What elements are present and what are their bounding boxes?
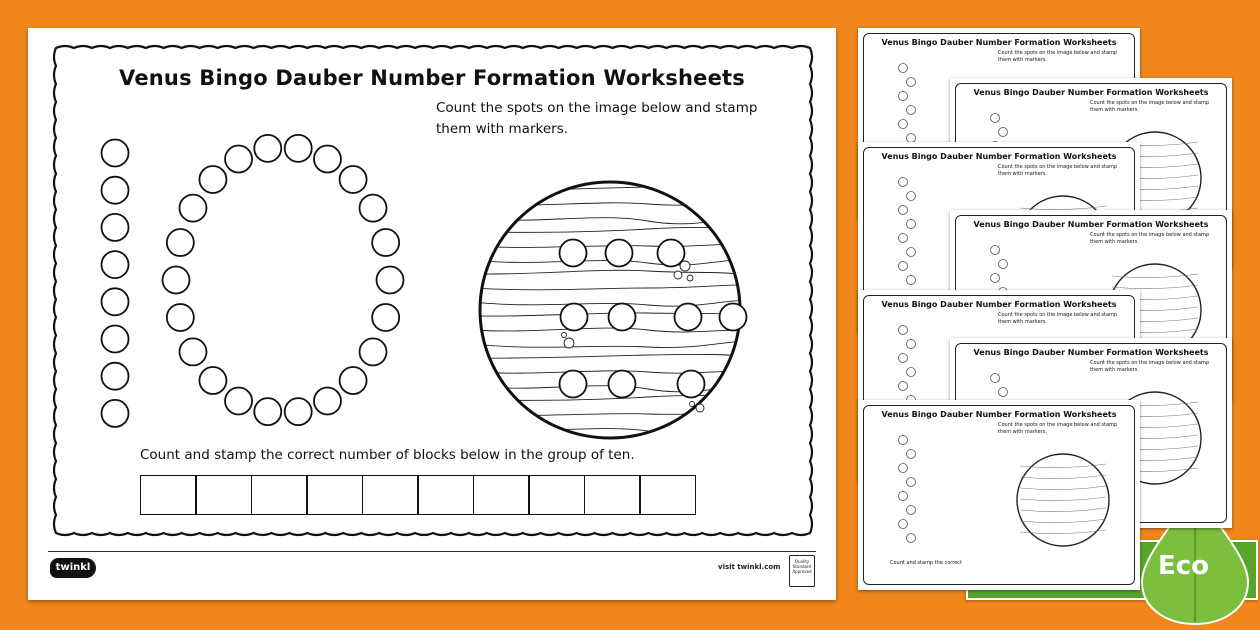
planet-spot (658, 240, 685, 267)
ten-frame-block (528, 475, 585, 515)
planet-crater (564, 338, 574, 348)
thumbnail-dot (899, 120, 908, 129)
footer-url: visit twinkl.com (718, 563, 781, 571)
planet-band-line (478, 285, 753, 290)
thumbnail-title: Venus Bingo Dauber Number Formation Worksheets (973, 220, 1209, 229)
planet-spot (609, 304, 636, 331)
thumbnail-dot (999, 128, 1008, 137)
digit-zero-dot (254, 398, 281, 425)
digit-zero-dot (199, 166, 226, 193)
digit-zero-dot (285, 398, 312, 425)
planet-band-line (478, 270, 753, 277)
digit-one-dot (102, 288, 129, 315)
thumbnail-title: Venus Bingo Dauber Number Formation Worksheets (881, 410, 1117, 419)
digit-zero-dot (340, 166, 367, 193)
worksheet-thumbnail[interactable] (858, 400, 1140, 590)
planet-band-line (478, 186, 753, 190)
thumbnail-dot (907, 192, 916, 201)
planet-band-line (478, 354, 753, 358)
planet-spot (560, 240, 587, 267)
thumbnail-dot (907, 478, 916, 487)
thumbnail-graphics (858, 400, 1140, 590)
digit-one-dot (102, 400, 129, 427)
worksheet-title: Venus Bingo Dauber Number Formation Worksheets (119, 66, 745, 90)
digit-one-dot (102, 326, 129, 353)
digit-zero-dot (377, 267, 404, 294)
thumbnail-dot (907, 450, 916, 459)
blocks-instruction: Count and stamp the correct number of blocks below in the group of ten. (140, 447, 635, 463)
ten-frame-block (584, 475, 641, 515)
thumbnail-dot (899, 326, 908, 335)
footer-divider (48, 551, 816, 552)
digit-zero-dot (340, 367, 367, 394)
thumbnail-dot (899, 206, 908, 215)
thumbnail-dot (899, 382, 908, 391)
main-worksheet (28, 28, 836, 600)
thumbnail-instruction: Count the spots on the image below and stamp them with markers. (998, 422, 1118, 435)
digit-zero-dot (360, 195, 387, 222)
ten-frame-block (195, 475, 252, 515)
thumbnail-title: Venus Bingo Dauber Number Formation Worksheets (973, 88, 1209, 97)
planet-crater (674, 271, 682, 279)
planet-spot (678, 371, 705, 398)
ten-frame-block (473, 475, 530, 515)
thumbnail-dot (907, 220, 916, 229)
thumbnail-dot (899, 520, 908, 529)
thumbnail-title: Venus Bingo Dauber Number Formation Worksheets (973, 348, 1209, 357)
eco-label: Eco (1158, 551, 1210, 581)
digit-zero-dot (285, 135, 312, 162)
thumbnail-dot (899, 492, 908, 501)
digit-zero-dot (314, 146, 341, 173)
thumbnail-title: Venus Bingo Dauber Number Formation Worksheets (881, 152, 1117, 161)
thumbnail-dot (907, 340, 916, 349)
thumbnail-instruction: Count the spots on the image below and stamp them with markers. (998, 312, 1118, 325)
thumbnail-instruction: Count the spots on the image below and stamp them with markers. (998, 50, 1118, 63)
ten-frame-block (362, 475, 419, 515)
thumbnail-dot (899, 234, 908, 243)
planet-crater (562, 333, 567, 338)
thumbnail-dot (907, 106, 916, 115)
thumbnail-dot (991, 274, 1000, 283)
digit-one-dot (102, 177, 129, 204)
digit-one-dot (102, 251, 129, 278)
planet-spot (609, 371, 636, 398)
planet-band-line (478, 203, 753, 205)
thumbnail-dot (907, 248, 916, 257)
thumbnail-dot (899, 262, 908, 271)
thumbnail-dot (907, 78, 916, 87)
ten-frame-block (417, 475, 474, 515)
planet-crater (687, 275, 693, 281)
thumbnail-dot (907, 506, 916, 515)
planet-spot (720, 304, 747, 331)
thumbnail-dot (999, 260, 1008, 269)
thumbnail-dot (899, 436, 908, 445)
thumbnail-title: Venus Bingo Dauber Number Formation Worksheets (881, 38, 1117, 47)
planet-spot (561, 304, 588, 331)
digit-zero-dot (199, 367, 226, 394)
planet-spot (675, 304, 702, 331)
quality-badge: Quality Standard Approved (789, 555, 815, 587)
digit-zero-dot (167, 304, 194, 331)
thumbnail-dot (899, 64, 908, 73)
digit-one-dot (102, 363, 129, 390)
thumbnail-title: Venus Bingo Dauber Number Formation Worksheets (881, 300, 1117, 309)
ten-frame-blocks (141, 475, 696, 515)
digit-zero-dot (372, 229, 399, 256)
digit-zero-dot (314, 387, 341, 414)
thumbnail-instruction: Count the spots on the image below and stamp them with markers. (1090, 232, 1210, 245)
spots-instruction: Count the spots on the image below and stamp them with markers. (436, 100, 758, 137)
thumbnail-dot (907, 276, 916, 285)
thumbnail-dot (907, 534, 916, 543)
digit-zero-dot (372, 304, 399, 331)
thumbnail-dot (899, 354, 908, 363)
planet-crater (680, 261, 690, 271)
digit-zero-dot (179, 195, 206, 222)
planet-band-line (478, 341, 753, 348)
thumbnail-instruction: Count the spots on the image below and stamp them with markers. (1090, 360, 1210, 373)
digit-one-dot (102, 140, 129, 167)
thumbnail-dot (999, 388, 1008, 397)
thumbnail-dot (907, 368, 916, 377)
digit-zero-dot (254, 135, 281, 162)
ten-frame-block (251, 475, 308, 515)
planet-band-line (478, 428, 753, 433)
thumbnail-instruction: Count the spots on the image below and stamp them with markers. (998, 164, 1118, 177)
digit-zero-dot (225, 387, 252, 414)
venus-planet-illustration (478, 178, 758, 458)
twinkl-logo: twinkl (50, 558, 96, 578)
thumbnail-dot (899, 92, 908, 101)
thumbnail-dot (991, 374, 1000, 383)
thumbnail-instruction: Count the spots on the image below and stamp them with markers. (1090, 100, 1210, 113)
thumbnail-dot (991, 246, 1000, 255)
planet-crater (690, 402, 695, 407)
thumbnail-dot (991, 114, 1000, 123)
thumbnail-dot (899, 178, 908, 187)
digit-zero-dot (163, 267, 190, 294)
digit-zero-dot (360, 338, 387, 365)
thumbnail-dot (899, 464, 908, 473)
ten-frame-block (639, 475, 696, 515)
digit-zero-dot (225, 146, 252, 173)
digit-one-dot (102, 214, 129, 241)
planet-spot (560, 371, 587, 398)
digit-zero-dot (179, 338, 206, 365)
planet-spot (606, 240, 633, 267)
ten-frame-block (306, 475, 363, 515)
ten-frame-block (140, 475, 197, 515)
digit-zero-dot (167, 229, 194, 256)
thumbnail-bottom-instruction: Count and stamp the correct (890, 560, 962, 566)
planet-band-line (478, 412, 753, 415)
planet-crater (696, 404, 704, 412)
